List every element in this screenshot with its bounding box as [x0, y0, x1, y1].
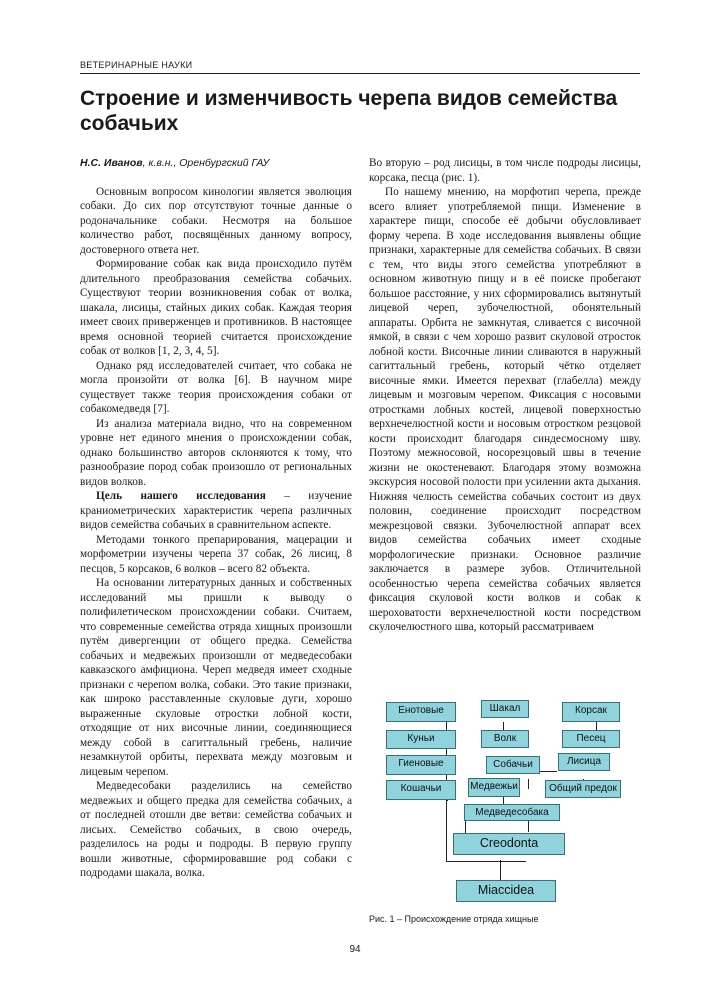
- paragraph: Основным вопросом кинологии является эволюция собаки. До сих пор отсутствуют точные данные о родоначальнике собаки. Несмотря на большое количество работ, посвящённых данному вопросу, достоверного ответа нет.: [80, 185, 352, 256]
- taxon-koshachi: Кошачьи: [386, 780, 456, 800]
- phylogeny-diagram: [378, 692, 640, 910]
- paragraph: Из анализа материала видно, что на современном уровне нет единого мнения о происхождении собак, однако большинство авторов склоняются к тому, что разнообразие пород собак произошло от региональных видов волков.: [80, 417, 352, 488]
- connector-line: [528, 820, 529, 832]
- figure-caption: Рис. 1 – Происхождение отряда хищные: [369, 914, 539, 924]
- taxon-kuny: Куньи: [386, 730, 456, 749]
- goal-paragraph: [80, 489, 352, 533]
- paragraph: Формирование собак как вида происходило путём длительного преобразования семейства собачьих. Существуют теории возникновения собак от волка, шакала, лисицы, стайных диких собак. Каждая теория имеет своих приверженцев и противников. В настоящее время основной теорией считается происхождение собак от волков [1, 2, 3, 4, 5].: [80, 258, 352, 357]
- connector-line: [539, 771, 557, 772]
- paragraph: На основании литературных данных и собственных исследований мы пришли к выводу о полифилетическом происхождении собаки. Считаем, что современные семейства отряда хищных произошли путём дивергенции от общего предка. Семейства собачьих и медвежьих произошли от медведесобаки кавказского амфициона. Череп медведя имеет сходные признаки с черепом волка, собаки. Это такие признаки, как широко расставленные скуловые дуги, хорошо выраженные скуловые отростки лобной кости, отходящие от них височные линии, соединяющиеся между собой в сагиттальный гребень, наличие незамкнутой орбиты, перехвата между мозговым и лицевым черепом.: [80, 577, 352, 778]
- taxon-shakal: Шакал: [481, 700, 529, 718]
- running-header: [80, 60, 640, 74]
- section-rubric: ВЕТЕРИНАРНЫЕ НАУКИ: [80, 60, 193, 70]
- taxon-pesets: Песец: [562, 730, 620, 748]
- goal-text: – изучение краниометрических характеристик черепа различных видов семейства собачьих в сравнительном аспекте.: [80, 490, 352, 531]
- taxon-volk: Волк: [481, 730, 529, 748]
- taxon-enotovye: Енотовые: [386, 702, 456, 722]
- paragraph: Методами тонкого препарирования, мацерации и морфометрии изучены черепа 37 собак, 26 лисиц, 8 песцов, 5 корсаков, 6 волков – всего 82 объекта.: [80, 533, 352, 575]
- connector-line: [528, 779, 529, 789]
- goal-label: Цель нашего исследования: [96, 490, 266, 502]
- taxon-lisitsa: Лисица: [558, 753, 610, 771]
- paragraph: Медведесобаки разделились на семейство медвежьих и общего предка для семейства собачьих, а от последней отошли две ветви: семейства собачьих и лисьих. Семейство собачьих, в свою очередь, разделилось на роды и подроды. В первую группу вошли животные, сформировавшие род собаки с подродами шакала, волка.: [80, 780, 352, 879]
- paragraph: Однако ряд исследователей считает, что собака не могла произойти от волка [6]. В научном мире существует также теория происхождения собаки от собакомедведя [7].: [80, 359, 352, 415]
- connector-line: [500, 860, 501, 880]
- author-line: [80, 156, 352, 171]
- page-number: 94: [349, 944, 361, 955]
- taxon-medvezhi: Медвежьи: [468, 778, 520, 797]
- author-name: Н.С. Иванов: [80, 157, 143, 169]
- taxon-miaccidea: Miaccidea: [456, 880, 556, 902]
- taxon-creodonta: Creodonta: [453, 833, 565, 855]
- paragraph: Во вторую – род лисицы, в том числе подроды лисицы, корсака, песца (рис. 1).: [369, 157, 641, 184]
- connector-line: [446, 800, 448, 801]
- right-column: [369, 156, 641, 635]
- header-rule: [80, 73, 640, 74]
- taxon-gienovye: Гиеновые: [386, 755, 456, 775]
- taxon-obshchiy-predok: Общий предок: [545, 780, 621, 798]
- connector-line: [446, 861, 526, 862]
- article-title: Строение и изменчивость черепа видов семейства собачьих: [80, 87, 618, 135]
- author-affiliation: , к.в.н., Оренбургский ГАУ: [142, 157, 270, 169]
- taxon-sobachi: Собачьи: [486, 756, 540, 774]
- taxon-korsak: Корсак: [562, 702, 620, 722]
- paragraph: По нашему мнению, на морфотип черепа, прежде всего влияет употребляемой пищи. Изменение в характере пищи, способе её добычи обусловливает форму черепа. В ходе исследования выявлены общие признаки, характерные для семейства собачьих. В связи с тем, что виды этого семейства употребляют в основном животную пищу и в её поиске пробегают большое расстояние, у них сформировались вытянутый лицевой череп, зубочелюстной, обонятельный аппараты. Орбита не замкнутая, сливается с височной ямкой, в связи с чем хорошо развит скуловой отросток лобной кости. Височные линии сливаются в наружный сагиттальный гребень, который чётко отделяет височные ямки. Имеется перехват (глабелла) между лицевым и мозговым черепом. Фиксация с носовыми отростками лобных костей, лицевой поверхностью верхнечелюстной кости и носовым отростком резцовой кости происходит благодаря синдесмосному шву. Поэтому межносовой, носорезцовый швы в течение жизни не окостеневают. Благодаря этому возможна экскурсия носовой полости при усилении акта дыхания. Нижняя челюсть семейства собачьих состоит из двух половин, соединение происходит посредством межрезцовой связки. Зубочелюстной аппарат всех видов семейства собачьих имеет сходные морфологические признаки. Основное различие заключается в размере зубов. Отличительной особенностью черепа семейства собачьих является фиксация скуловой кости волков и собак к шероховатости верхнечелюстной кости посредством скулочелюстного шва, который рассматриваем: [369, 186, 641, 633]
- taxon-medvedesobaka: Медведесобака: [464, 804, 560, 821]
- left-column: [80, 156, 352, 881]
